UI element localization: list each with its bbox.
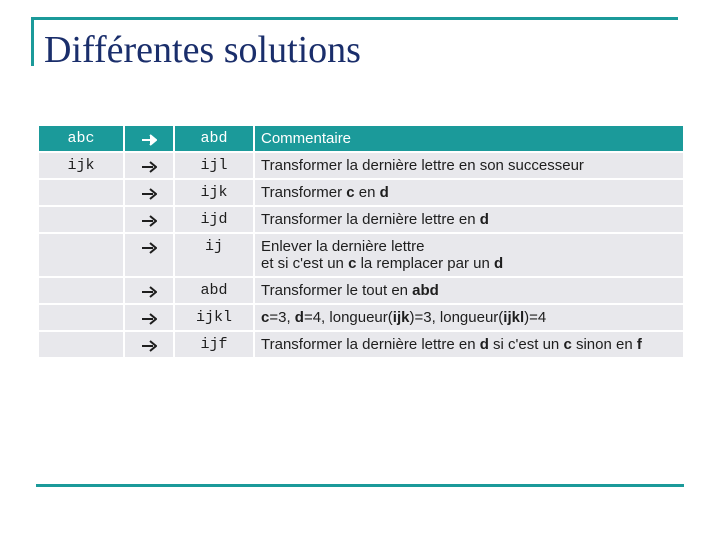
bold-term: d <box>479 336 489 353</box>
table-row <box>38 304 684 331</box>
source-cell <box>38 206 124 233</box>
header-source-cell: abc <box>38 125 124 152</box>
source-cell: ijk <box>38 152 124 179</box>
arrow-cell <box>124 179 174 206</box>
right-arrow-icon <box>141 340 157 352</box>
arrow-cell <box>124 206 174 233</box>
comment-cell: Transformer le tout en abd <box>254 277 684 304</box>
source-cell <box>38 233 124 277</box>
arrow-cell <box>124 331 174 358</box>
comment-cell: Transformer la dernière lettre en d si c'est un c sinon en f <box>254 331 684 358</box>
header-target-cell: abd <box>174 125 254 152</box>
bottom-rule <box>36 484 684 487</box>
right-arrow-icon <box>141 242 157 254</box>
right-arrow-icon <box>141 313 157 325</box>
target-cell: ijkl <box>174 304 254 331</box>
bold-term: abd <box>412 282 439 299</box>
bold-term: c <box>261 309 270 326</box>
arrow-cell <box>124 152 174 179</box>
table-header-row <box>38 125 684 152</box>
arrow-cell <box>124 233 174 277</box>
target-cell: ijk <box>174 179 254 206</box>
header-arrow-cell <box>124 125 174 152</box>
comment-cell: Transformer c en d <box>254 179 684 206</box>
target-cell: abd <box>174 277 254 304</box>
solutions-table <box>37 124 685 359</box>
table-row <box>38 277 684 304</box>
bold-term: d <box>494 255 504 272</box>
target-cell: ij <box>174 233 254 277</box>
title-frame-top-rule <box>31 17 678 20</box>
bold-term: d <box>294 309 304 326</box>
target-cell: ijl <box>174 152 254 179</box>
arrow-cell <box>124 304 174 331</box>
source-cell <box>38 304 124 331</box>
right-arrow-icon <box>141 286 157 298</box>
comment-cell: Transformer la dernière lettre en d <box>254 206 684 233</box>
bold-term: c <box>348 255 357 272</box>
bold-term: d <box>379 184 389 201</box>
comment-cell: Transformer la dernière lettre en son successeur <box>254 152 684 179</box>
source-cell <box>38 277 124 304</box>
source-cell <box>38 179 124 206</box>
right-arrow-icon <box>141 161 157 173</box>
arrow-cell <box>124 277 174 304</box>
bold-term: c <box>563 336 572 353</box>
bold-term: ijkl <box>503 309 525 326</box>
header-comment-cell: Commentaire <box>254 125 684 152</box>
table-row <box>38 152 684 179</box>
bold-term: f <box>636 336 642 353</box>
source-cell <box>38 331 124 358</box>
table-row <box>38 206 684 233</box>
bold-term: ijk <box>392 309 410 326</box>
table-row <box>38 179 684 206</box>
target-cell: ijd <box>174 206 254 233</box>
target-cell: ijf <box>174 331 254 358</box>
slide-title: Différentes solutions <box>44 29 361 71</box>
right-arrow-icon <box>141 134 157 146</box>
right-arrow-icon <box>141 215 157 227</box>
right-arrow-icon <box>141 188 157 200</box>
table-row <box>38 331 684 358</box>
table-row <box>38 233 684 277</box>
comment-cell: Enlever la dernière lettre et si c'est un c la remplacer par un d <box>254 233 684 277</box>
bold-term: d <box>479 211 489 228</box>
comment-cell: c=3, d=4, longueur(ijk)=3, longueur(ijkl)=4 <box>254 304 684 331</box>
bold-term: c <box>346 184 355 201</box>
title-frame-left-rule <box>31 17 34 66</box>
